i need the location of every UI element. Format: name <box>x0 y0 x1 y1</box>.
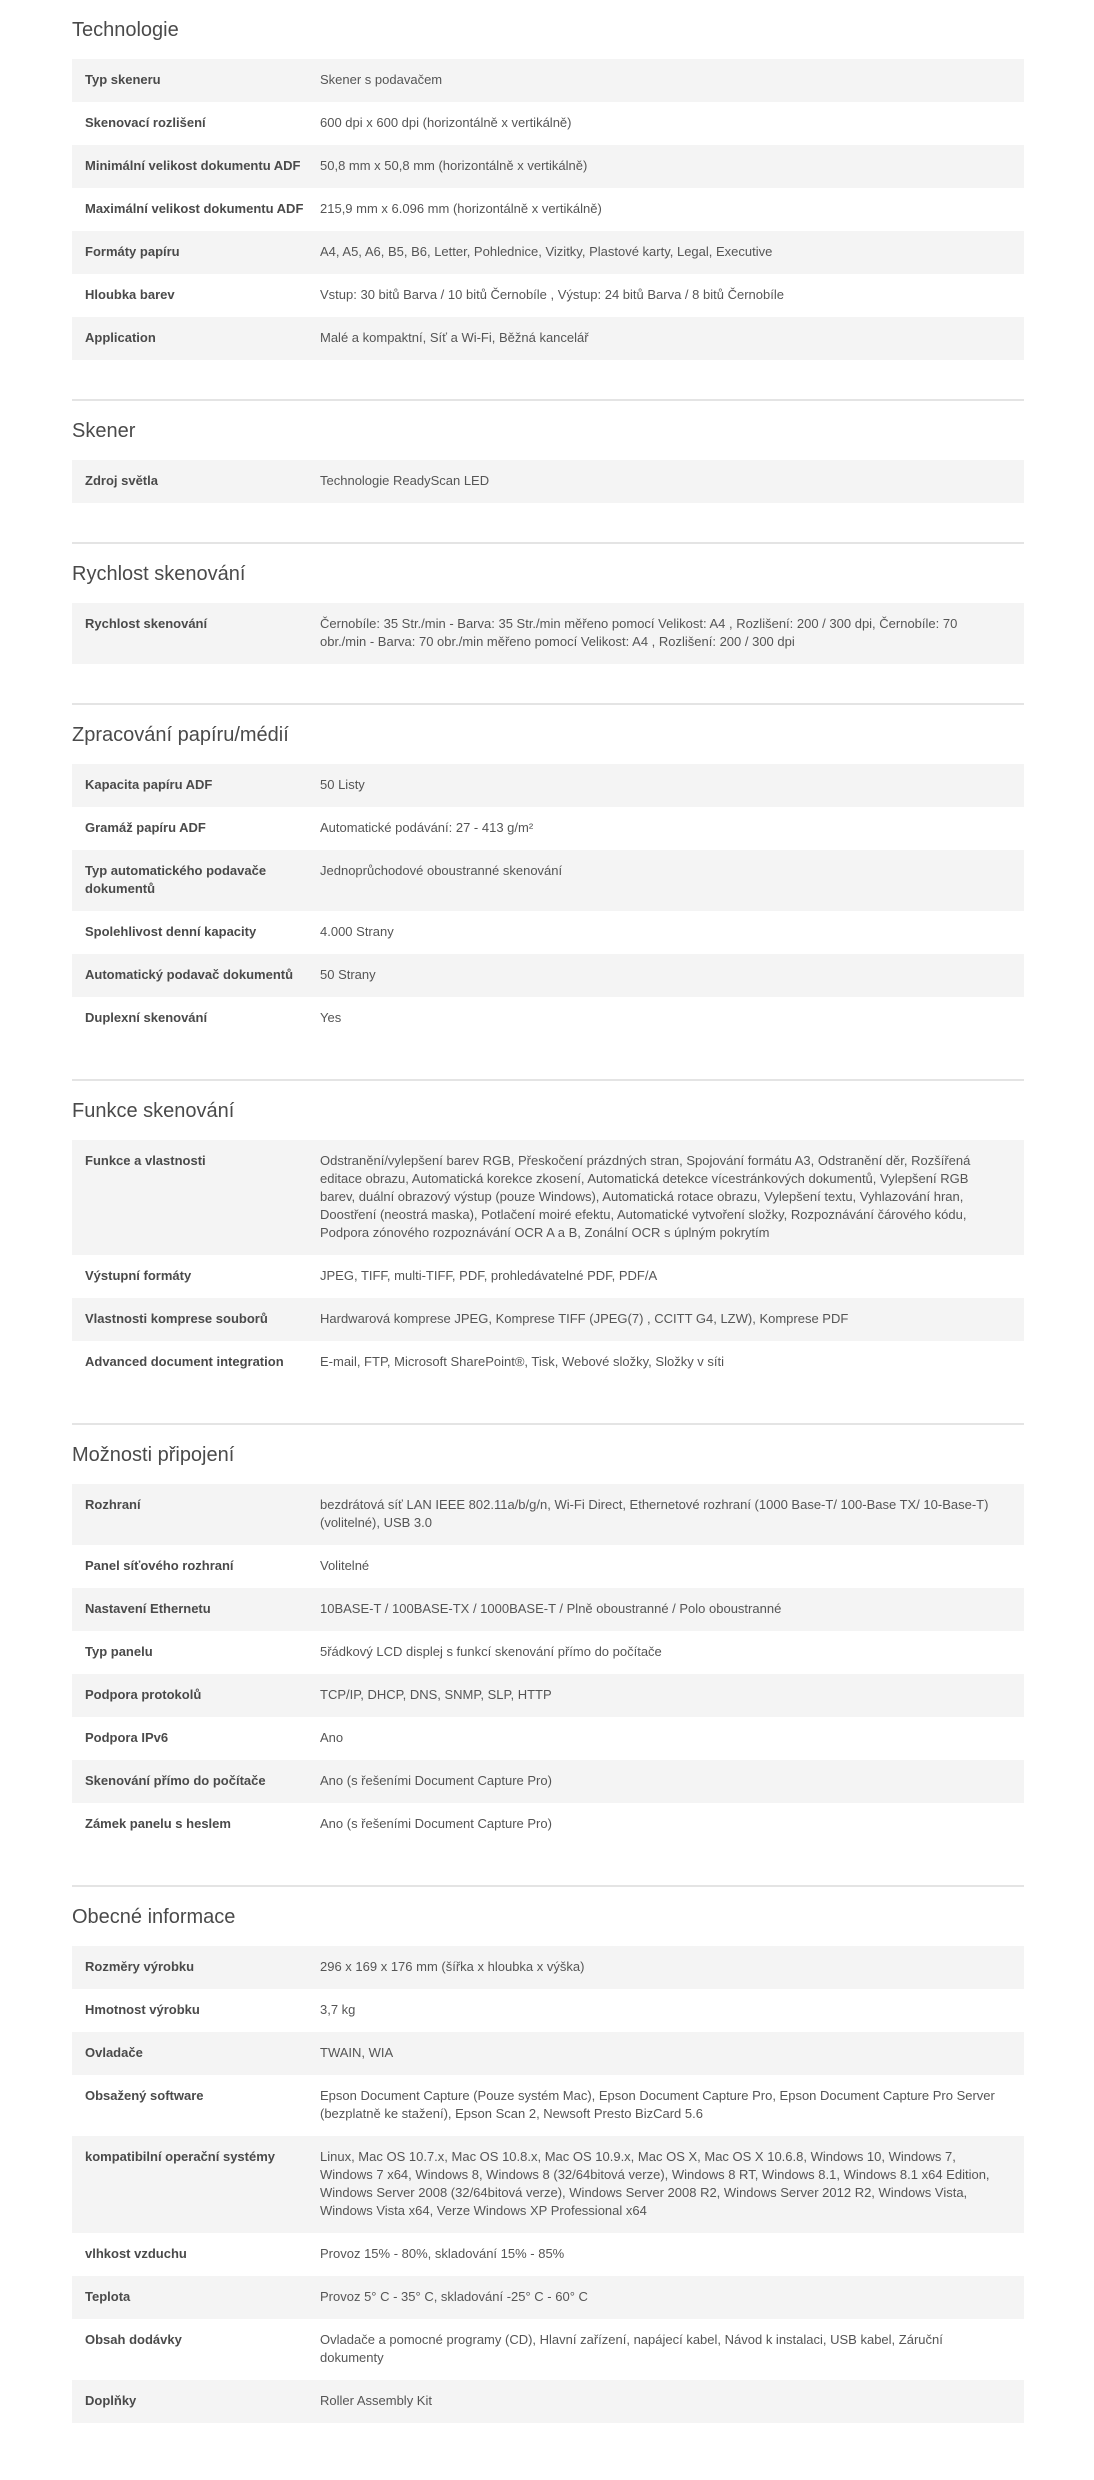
spec-value: Malé a kompaktní, Síť a Wi-Fi, Běžná kancelář <box>320 330 589 345</box>
section-title: Funkce skenování <box>72 1100 235 1122</box>
spec-label: vlhkost vzduchu <box>85 2246 187 2261</box>
spec-row <box>72 317 1024 360</box>
spec-row <box>72 1140 1024 1255</box>
spec-label: Skenovací rozlišení <box>85 115 206 130</box>
spec-label: Zámek panelu s heslem <box>85 1816 231 1831</box>
section-title: Technologie <box>72 19 179 41</box>
spec-value: 3,7 kg <box>320 2002 356 2017</box>
spec-row <box>72 59 1024 102</box>
spec-value: Skener s podavačem <box>320 72 443 87</box>
spec-value: 4.000 Strany <box>320 924 394 939</box>
spec-value: 50 Strany <box>320 967 376 982</box>
spec-row <box>72 1298 1024 1341</box>
section-skener <box>72 399 1024 542</box>
spec-label: Hmotnost výrobku <box>85 2002 200 2017</box>
spec-value: Automatické podávání: 27 - 413 g/m² <box>320 820 534 835</box>
spec-value: Provoz 5° C - 35° C, skladování -25° C - 60° C <box>320 2289 588 2304</box>
spec-value: Epson Document Capture (Pouze systém Mac), Epson Document Capture Pro, Epson Document Capture Pro Server (bezplatně ke stažení), Epson Scan 2, Newsoft Presto BizCard 5.6 <box>320 2088 995 2121</box>
spec-label: Obsah dodávky <box>85 2332 182 2347</box>
section-rychlost-skenovani <box>72 542 1024 703</box>
spec-value: bezdrátová síť LAN IEEE 802.11a/b/g/n, Wi-Fi Direct, Ethernetové rozhraní (1000 Base-T/ 100-Base TX/ 10-Base-T) (volitelné), USB 3.0 <box>320 1497 989 1530</box>
spec-label: Podpora IPv6 <box>85 1730 169 1745</box>
spec-row <box>72 231 1024 274</box>
spec-value: A4, A5, A6, B5, B6, Letter, Pohlednice, Vizitky, Plastové karty, Legal, Executive <box>320 244 773 259</box>
spec-value: Vstup: 30 bitů Barva / 10 bitů Černobíle , Výstup: 24 bitů Barva / 8 bitů Černobíle <box>320 287 784 302</box>
spec-value: TCP/IP, DHCP, DNS, SNMP, SLP, HTTP <box>320 1687 552 1702</box>
spec-row <box>72 2032 1024 2075</box>
spec-label: Maximální velikost dokumentu ADF <box>85 201 304 216</box>
spec-label: Spolehlivost denní kapacity <box>85 924 257 939</box>
spec-row <box>72 1717 1024 1760</box>
spec-table <box>72 1946 1024 2423</box>
spec-row <box>72 2136 1024 2233</box>
spec-label: Rychlost skenování <box>85 616 208 631</box>
spec-row <box>72 188 1024 231</box>
spec-row <box>72 145 1024 188</box>
spec-label: Kapacita papíru ADF <box>85 777 213 792</box>
spec-value: Černobíle: 35 Str./min - Barva: 35 Str./min měřeno pomocí Velikost: A4 , Rozlišení: 200 / 300 dpi, Černobíle: 70 obr./min - Barva: 70 obr./min měřeno pomocí Velikost: A4 , Rozlišení: 200 / 300 dpi <box>320 616 958 649</box>
spec-label: Zdroj světla <box>85 473 158 488</box>
spec-value: TWAIN, WIA <box>320 2045 394 2060</box>
section-funkce-skenovani <box>72 1079 1024 1423</box>
spec-value: Ano (s řešeními Document Capture Pro) <box>320 1816 552 1831</box>
section-obecne-informace <box>72 1885 1024 2462</box>
spec-row <box>72 102 1024 145</box>
spec-row <box>72 1588 1024 1631</box>
spec-table <box>72 764 1024 1040</box>
section-title: Obecné informace <box>72 1906 236 1928</box>
spec-label: Typ panelu <box>85 1644 153 1659</box>
section-zpracovani-papiru <box>72 703 1024 1079</box>
spec-row <box>72 1989 1024 2032</box>
spec-value: 50,8 mm x 50,8 mm (horizontálně x vertikálně) <box>320 158 588 173</box>
spec-value: Technologie ReadyScan LED <box>320 473 490 488</box>
spec-value: 296 x 169 x 176 mm (šířka x hloubka x výška) <box>320 1959 585 1974</box>
spec-label: Výstupní formáty <box>85 1268 192 1283</box>
section-title: Skener <box>72 420 136 442</box>
spec-label: Formáty papíru <box>85 244 180 259</box>
spec-value: 600 dpi x 600 dpi (horizontálně x vertikálně) <box>320 115 572 130</box>
spec-label: Rozměry výrobku <box>85 1959 195 1974</box>
spec-row <box>72 2319 1024 2380</box>
spec-label: Advanced document integration <box>85 1354 284 1369</box>
spec-value: Odstranění/vylepšení barev RGB, Přeskočení prázdných stran, Spojování formátu A3, Odstranění děr, Rozšířená editace obrazu, Automatická korekce zkosení, Automatická detekce vícestránkových dokumentů, Vylepšení RGB barev, duální obrazový výstup (pouze Windows), Automatická rotace obrazu, Vylepšení textu, Vyhlazování hran, Doostření (neostrá maska), Potlačení moiré efektu, Automatické vytvoření složky, Rozpoznávání čárového kódu, Podpora zónového rozpoznávání OCR A a B, Zonální OCR s úplným pokrytím <box>320 1153 971 1240</box>
spec-value: Ano (s řešeními Document Capture Pro) <box>320 1773 552 1788</box>
spec-value: Linux, Mac OS 10.7.x, Mac OS 10.8.x, Mac OS 10.9.x, Mac OS X, Mac OS X 10.6.8, Windows 10, Windows 7, Windows 7 x64, Windows 8, Windows 8 (32/64bitová verze), Windows 8 RT, Windows 8.1, Windows 8.1 x64 Edition, Windows Server 2008 (32/64bitová verze), Windows Server 2008 R2, Windows Server 2012 R2, Windows Vista, Windows Vista x64, Verze Windows XP Professional x64 <box>320 2149 990 2218</box>
spec-row <box>72 1803 1024 1846</box>
section-moznosti-pripojeni <box>72 1423 1024 1885</box>
spec-label: Typ automatického podavače dokumentů <box>85 863 267 896</box>
spec-value: 50 Listy <box>320 777 365 792</box>
spec-row <box>72 1631 1024 1674</box>
spec-table <box>72 603 1024 664</box>
spec-row <box>72 1341 1024 1384</box>
spec-value: Yes <box>320 1010 342 1025</box>
spec-value: Volitelné <box>320 1558 370 1573</box>
spec-row <box>72 954 1024 997</box>
spec-value: E-mail, FTP, Microsoft SharePoint®, Tisk, Webové složky, Složky v síti <box>320 1354 725 1369</box>
spec-label: Nastavení Ethernetu <box>85 1601 211 1616</box>
spec-value: Ovladače a pomocné programy (CD), Hlavní zařízení, napájecí kabel, Návod k instalaci, USB kabel, Záruční dokumenty <box>320 2332 943 2365</box>
spec-label: Funkce a vlastnosti <box>85 1153 206 1168</box>
spec-label: Podpora protokolů <box>85 1687 202 1702</box>
spec-value: 215,9 mm x 6.096 mm (horizontálně x vertikálně) <box>320 201 602 216</box>
spec-label: Automatický podavač dokumentů <box>85 967 294 982</box>
spec-row <box>72 764 1024 807</box>
spec-row <box>72 460 1024 503</box>
spec-label: Typ skeneru <box>85 72 161 87</box>
spec-label: Doplňky <box>85 2393 137 2408</box>
spec-label: Rozhraní <box>85 1497 141 1512</box>
spec-table <box>72 1140 1024 1384</box>
spec-table <box>72 460 1024 503</box>
spec-row <box>72 2233 1024 2276</box>
spec-value: Ano <box>320 1730 344 1745</box>
spec-row <box>72 850 1024 911</box>
spec-table <box>72 59 1024 360</box>
spec-row <box>72 997 1024 1040</box>
spec-value: Roller Assembly Kit <box>320 2393 432 2408</box>
spec-value: 10BASE-T / 100BASE-TX / 1000BASE-T / Plně oboustranné / Polo oboustranné <box>320 1601 782 1616</box>
section-technologie <box>72 0 1024 399</box>
spec-row <box>72 1484 1024 1545</box>
spec-label: Teplota <box>85 2289 131 2304</box>
spec-label: Panel síťového rozhraní <box>85 1558 234 1573</box>
spec-row <box>72 1255 1024 1298</box>
spec-value: Jednoprůchodové oboustranné skenování <box>320 863 563 878</box>
spec-row <box>72 1946 1024 1989</box>
spec-value: 5řádkový LCD displej s funkcí skenování přímo do počítače <box>320 1644 662 1659</box>
spec-row <box>72 1674 1024 1717</box>
section-title: Rychlost skenování <box>72 563 246 585</box>
spec-row <box>72 1545 1024 1588</box>
spec-row <box>72 274 1024 317</box>
spec-row <box>72 2276 1024 2319</box>
spec-table <box>72 1484 1024 1846</box>
spec-label: Skenování přímo do počítače <box>85 1773 266 1788</box>
spec-label: Minimální velikost dokumentu ADF <box>85 158 301 173</box>
spec-value: Provoz 15% - 80%, skladování 15% - 85% <box>320 2246 565 2261</box>
spec-label: Ovladače <box>85 2045 143 2060</box>
spec-row <box>72 2075 1024 2136</box>
spec-label: Hloubka barev <box>85 287 175 302</box>
section-title: Možnosti připojení <box>72 1444 235 1466</box>
spec-label: Vlastnosti komprese souborů <box>85 1311 268 1326</box>
spec-value: Hardwarová komprese JPEG, Komprese TIFF (JPEG(7) , CCITT G4, LZW), Komprese PDF <box>320 1311 849 1326</box>
spec-row <box>72 603 1024 664</box>
spec-value: JPEG, TIFF, multi-TIFF, PDF, prohledávatelné PDF, PDF/A <box>320 1268 658 1283</box>
spec-label: Obsažený software <box>85 2088 204 2103</box>
spec-row <box>72 1760 1024 1803</box>
spec-label: Duplexní skenování <box>85 1010 208 1025</box>
section-title: Zpracování papíru/médií <box>72 724 289 746</box>
spec-row <box>72 2380 1024 2423</box>
spec-label: Gramáž papíru ADF <box>85 820 206 835</box>
spec-label: kompatibilní operační systémy <box>85 2149 276 2164</box>
spec-label: Application <box>85 330 156 345</box>
spec-row <box>72 911 1024 954</box>
spec-row <box>72 807 1024 850</box>
